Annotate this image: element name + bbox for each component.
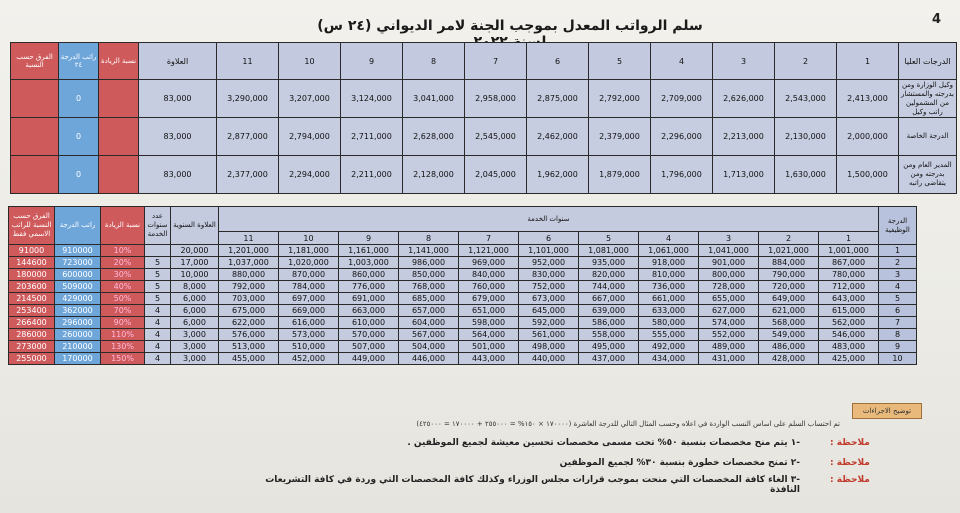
salary-cell: 830,000 — [519, 269, 579, 281]
increase-pct-cell: 150% — [101, 353, 145, 365]
salary-cell: 1,021,000 — [759, 245, 819, 257]
salary-cell: 598,000 — [459, 317, 519, 329]
salary-table-row — [9, 269, 917, 281]
grade-cell: 9 — [879, 341, 917, 353]
salary-cell: 2,294,000 — [279, 156, 341, 194]
grade-salary-cell: 509000 — [55, 281, 101, 293]
salary-cell: 1,201,000 — [219, 245, 279, 257]
salary-cell: 555,000 — [639, 329, 699, 341]
salary-cell: 918,000 — [639, 257, 699, 269]
grade-cell: 6 — [879, 305, 917, 317]
salary-cell: 685,000 — [399, 293, 459, 305]
grade-salary-cell: 723000 — [55, 257, 101, 269]
salary-grades-table — [8, 206, 917, 365]
allowance-cell: 10,000 — [171, 269, 219, 281]
salary-cell: 513,000 — [219, 341, 279, 353]
salary-cell: 558,000 — [579, 329, 639, 341]
grade-cell: 5 — [879, 293, 917, 305]
salary-cell: 489,000 — [699, 341, 759, 353]
allowance-cell: 3,000 — [171, 329, 219, 341]
grade-cell: 2 — [879, 257, 917, 269]
salary-cell: 2,130,000 — [775, 118, 837, 156]
salary-cell: 810,000 — [639, 269, 699, 281]
salary-cell: 784,000 — [279, 281, 339, 293]
grade-salary-cell: 910000 — [55, 245, 101, 257]
diff-cell — [11, 156, 59, 194]
header-col: 1 — [837, 43, 899, 80]
years-cell: 4 — [145, 305, 171, 317]
note-2: -٢ تمنح مخصصات خطورة بنسبة ٣٠% لجميع الموظفين — [559, 458, 800, 468]
header-col: 8 — [399, 232, 459, 245]
salary-cell: 952,000 — [519, 257, 579, 269]
salary-cell: 850,000 — [399, 269, 459, 281]
salary-cell: 3,207,000 — [279, 80, 341, 118]
salary-cell: 507,000 — [339, 341, 399, 353]
salary-cell: 564,000 — [459, 329, 519, 341]
salary-cell: 752,000 — [519, 281, 579, 293]
years-cell: 4 — [145, 341, 171, 353]
salary-cell: 440,000 — [519, 353, 579, 365]
salary-cell: 2,958,000 — [465, 80, 527, 118]
salary-cell: 492,000 — [639, 341, 699, 353]
salary-cell: 643,000 — [819, 293, 879, 305]
salary-cell: 820,000 — [579, 269, 639, 281]
grade-salary-cell: 0 — [59, 156, 99, 194]
header-col: 5 — [579, 232, 639, 245]
increase-pct-cell: 50% — [101, 293, 145, 305]
salary-cell: 446,000 — [399, 353, 459, 365]
salary-cell: 486,000 — [759, 341, 819, 353]
grade-cell: 10 — [879, 353, 917, 365]
note-1: -١ يتم منح مخصصات بنسبة ٥٠% تحت مسمى مخصصات تحسين معيشة لجميع الموظفين . — [407, 438, 800, 448]
senior-table-row — [11, 156, 957, 194]
salary-cell: 452,000 — [279, 353, 339, 365]
header-col: 10 — [279, 232, 339, 245]
salary-cell: 867,000 — [819, 257, 879, 269]
header-col: 11 — [219, 232, 279, 245]
salary-cell: 2,128,000 — [403, 156, 465, 194]
salary-cell: 1,962,000 — [527, 156, 589, 194]
salary-cell: 576,000 — [219, 329, 279, 341]
grade-salary-cell: 260000 — [55, 329, 101, 341]
salary-cell: 552,000 — [699, 329, 759, 341]
header-years-count: عدد سنوات الخدمة — [145, 207, 171, 245]
formula-text: تم احتساب السلم على اساس النسب الواردة في اعلاه وحسب المثال التالي للدرجة العاشرة (١٧٠٠٠٠ × ١٥٠% = ٢٥٥٠٠٠ + ١٧٠٠٠٠ = ٤٢٥٠٠٠) — [416, 420, 840, 428]
years-cell: 4 — [145, 317, 171, 329]
salary-cell: 2,794,000 — [279, 118, 341, 156]
salary-table-row — [9, 245, 917, 257]
salary-cell: 2,045,000 — [465, 156, 527, 194]
salary-cell: 504,000 — [399, 341, 459, 353]
salary-cell: 622,000 — [219, 317, 279, 329]
salary-cell: 2,709,000 — [651, 80, 713, 118]
salary-cell: 567,000 — [399, 329, 459, 341]
header-grade-salary: راتب الدرجة — [55, 207, 101, 245]
diff-cell: 286000 — [9, 329, 55, 341]
salary-cell: 546,000 — [819, 329, 879, 341]
grade-salary-cell: 0 — [59, 80, 99, 118]
grade-cell: 4 — [879, 281, 917, 293]
senior-table-row — [11, 118, 957, 156]
years-cell: 5 — [145, 281, 171, 293]
header-col: 6 — [519, 232, 579, 245]
header-col: 1 — [819, 232, 879, 245]
salary-cell: 570,000 — [339, 329, 399, 341]
years-cell: 5 — [145, 293, 171, 305]
header-col: 9 — [341, 43, 403, 80]
salary-table-row — [9, 305, 917, 317]
allowance-cell: 17,000 — [171, 257, 219, 269]
salary-cell: 800,000 — [699, 269, 759, 281]
salary-cell: 621,000 — [759, 305, 819, 317]
salary-cell: 1,061,000 — [639, 245, 699, 257]
salary-cell: 510,000 — [279, 341, 339, 353]
salary-cell: 610,000 — [339, 317, 399, 329]
years-cell: 4 — [145, 353, 171, 365]
header-annual-allowance: العلاوة السنوية — [171, 207, 219, 245]
salary-cell: 2,626,000 — [713, 80, 775, 118]
header-col: 10 — [279, 43, 341, 80]
salary-cell: 1,041,000 — [699, 245, 759, 257]
years-cell: 4 — [145, 329, 171, 341]
salary-table-header — [9, 207, 917, 232]
page-title: سلم الرواتب المعدل بموجب الجنة لامر الديواني (٢٤ س) — [317, 18, 703, 34]
diff-cell: 253400 — [9, 305, 55, 317]
header-grade-salary: راتب الدرجة ٢٤ — [59, 43, 99, 80]
salary-cell: 1,121,000 — [459, 245, 519, 257]
grade-cell: 8 — [879, 329, 917, 341]
diff-cell: 255000 — [9, 353, 55, 365]
salary-cell: 870,000 — [279, 269, 339, 281]
salary-cell: 1,500,000 — [837, 156, 899, 194]
diff-cell — [11, 118, 59, 156]
allowance-cell: 20,000 — [171, 245, 219, 257]
salary-cell: 3,124,000 — [341, 80, 403, 118]
diff-cell: 144600 — [9, 257, 55, 269]
salary-cell: 760,000 — [459, 281, 519, 293]
increase-pct-cell: 130% — [101, 341, 145, 353]
salary-cell: 1,879,000 — [589, 156, 651, 194]
salary-cell: 679,000 — [459, 293, 519, 305]
salary-table-row — [9, 317, 917, 329]
salary-cell: 498,000 — [519, 341, 579, 353]
salary-cell: 1,161,000 — [339, 245, 399, 257]
salary-cell: 697,000 — [279, 293, 339, 305]
salary-cell: 561,000 — [519, 329, 579, 341]
increase-pct-cell — [99, 80, 139, 118]
salary-cell: 651,000 — [459, 305, 519, 317]
header-col: 4 — [651, 43, 713, 80]
header-col: 11 — [217, 43, 279, 80]
increase-pct-cell: 70% — [101, 305, 145, 317]
salary-cell: 586,000 — [579, 317, 639, 329]
salary-cell: 675,000 — [219, 305, 279, 317]
increase-pct-cell: 90% — [101, 317, 145, 329]
salary-cell: 2,711,000 — [341, 118, 403, 156]
salary-table-row — [9, 353, 917, 365]
grade-salary-cell: 600000 — [55, 269, 101, 281]
grade-cell: 7 — [879, 317, 917, 329]
salary-cell: 645,000 — [519, 305, 579, 317]
note-label: ملاحظة : — [830, 438, 870, 448]
salary-cell: 1,630,000 — [775, 156, 837, 194]
header-col: 8 — [403, 43, 465, 80]
diff-cell: 214500 — [9, 293, 55, 305]
salary-cell: 1,037,000 — [219, 257, 279, 269]
row-label: وكيل الوزارة ومن بدرجته والمستشار من المشمولين راتب وكيل — [899, 80, 957, 118]
salary-cell: 2,377,000 — [217, 156, 279, 194]
header-increase-pct: نسبة الزيادة — [101, 207, 145, 245]
allowance-cell: 6,000 — [171, 317, 219, 329]
salary-cell: 455,000 — [219, 353, 279, 365]
header-grades-label: الدرجات العليا — [899, 43, 957, 80]
salary-cell: 986,000 — [399, 257, 459, 269]
salary-cell: 3,041,000 — [403, 80, 465, 118]
grade-salary-cell: 362000 — [55, 305, 101, 317]
salary-cell: 2,545,000 — [465, 118, 527, 156]
salary-table-row — [9, 329, 917, 341]
salary-cell: 437,000 — [579, 353, 639, 365]
senior-grades-table — [10, 42, 957, 194]
salary-cell: 3,290,000 — [217, 80, 279, 118]
diff-cell: 266400 — [9, 317, 55, 329]
header-col: 3 — [713, 43, 775, 80]
salary-cell: 549,000 — [759, 329, 819, 341]
header-col: 4 — [639, 232, 699, 245]
note-label: ملاحظة : — [830, 475, 870, 485]
row-label: المدير العام ومن بدرجته ومن يتقاضى راتبه — [899, 156, 957, 194]
years-cell: 5 — [145, 269, 171, 281]
salary-cell: 792,000 — [219, 281, 279, 293]
header-col: 7 — [459, 232, 519, 245]
salary-cell: 495,000 — [579, 341, 639, 353]
salary-table-row — [9, 341, 917, 353]
grade-cell: 3 — [879, 269, 917, 281]
header-col: 3 — [699, 232, 759, 245]
grade-salary-cell: 429000 — [55, 293, 101, 305]
salary-cell: 1,713,000 — [713, 156, 775, 194]
increase-pct-cell — [99, 118, 139, 156]
increase-pct-cell: 30% — [101, 269, 145, 281]
senior-table-row — [11, 80, 957, 118]
salary-cell: 969,000 — [459, 257, 519, 269]
diff-cell: 180000 — [9, 269, 55, 281]
header-col: 9 — [339, 232, 399, 245]
salary-cell: 884,000 — [759, 257, 819, 269]
salary-cell: 2,792,000 — [589, 80, 651, 118]
note-label: ملاحظة : — [830, 458, 870, 468]
years-cell — [145, 245, 171, 257]
salary-cell: 615,000 — [819, 305, 879, 317]
header-allowance: العلاوة — [139, 43, 217, 80]
allowance-cell: 83,000 — [139, 118, 217, 156]
salary-cell: 449,000 — [339, 353, 399, 365]
salary-cell: 667,000 — [579, 293, 639, 305]
header-col: 7 — [465, 43, 527, 80]
salary-table-row — [9, 257, 917, 269]
grade-salary-cell: 170000 — [55, 353, 101, 365]
increase-pct-cell: 20% — [101, 257, 145, 269]
salary-cell: 728,000 — [699, 281, 759, 293]
header-col: 5 — [589, 43, 651, 80]
salary-cell: 2,213,000 — [713, 118, 775, 156]
allowance-cell: 3,000 — [171, 341, 219, 353]
salary-cell: 935,000 — [579, 257, 639, 269]
salary-cell: 1,020,000 — [279, 257, 339, 269]
salary-cell: 568,000 — [759, 317, 819, 329]
salary-cell: 2,543,000 — [775, 80, 837, 118]
salary-cell: 425,000 — [819, 353, 879, 365]
grade-salary-cell: 0 — [59, 118, 99, 156]
salary-cell: 780,000 — [819, 269, 879, 281]
salary-cell: 633,000 — [639, 305, 699, 317]
salary-cell: 840,000 — [459, 269, 519, 281]
salary-cell: 2,296,000 — [651, 118, 713, 156]
diff-cell: 91000 — [9, 245, 55, 257]
diff-cell — [11, 80, 59, 118]
salary-cell: 768,000 — [399, 281, 459, 293]
header-grade: الدرجة الوظيفية — [879, 207, 917, 245]
header-diff: الفرق حسب النسبة للراتب الاسمي فقط — [9, 207, 55, 245]
increase-pct-cell: 10% — [101, 245, 145, 257]
diff-cell: 273000 — [9, 341, 55, 353]
allowance-cell: 83,000 — [139, 156, 217, 194]
salary-cell: 443,000 — [459, 353, 519, 365]
increase-pct-cell — [99, 156, 139, 194]
salary-cell: 1,003,000 — [339, 257, 399, 269]
salary-cell: 669,000 — [279, 305, 339, 317]
allowance-cell: 3,000 — [171, 353, 219, 365]
salary-table-row — [9, 281, 917, 293]
salary-cell: 2,877,000 — [217, 118, 279, 156]
allowance-cell: 83,000 — [139, 80, 217, 118]
salary-cell: 790,000 — [759, 269, 819, 281]
salary-cell: 431,000 — [699, 353, 759, 365]
salary-cell: 434,000 — [639, 353, 699, 365]
salary-table-row — [9, 293, 917, 305]
salary-cell: 712,000 — [819, 281, 879, 293]
salary-cell: 501,000 — [459, 341, 519, 353]
allowance-cell: 8,000 — [171, 281, 219, 293]
salary-cell: 720,000 — [759, 281, 819, 293]
grade-cell: 1 — [879, 245, 917, 257]
salary-cell: 2,462,000 — [527, 118, 589, 156]
salary-cell: 691,000 — [339, 293, 399, 305]
salary-cell: 860,000 — [339, 269, 399, 281]
salary-cell: 655,000 — [699, 293, 759, 305]
page-number: 4 — [932, 12, 942, 27]
salary-cell: 776,000 — [339, 281, 399, 293]
header-col: 2 — [759, 232, 819, 245]
header-service-years: سنوات الخدمة — [219, 207, 879, 232]
salary-cell: 2,875,000 — [527, 80, 589, 118]
salary-cell: 657,000 — [399, 305, 459, 317]
salary-cell: 1,141,000 — [399, 245, 459, 257]
salary-cell: 1,001,000 — [819, 245, 879, 257]
salary-cell: 562,000 — [819, 317, 879, 329]
allowance-cell: 6,000 — [171, 293, 219, 305]
salary-cell: 663,000 — [339, 305, 399, 317]
salary-cell: 2,628,000 — [403, 118, 465, 156]
salary-cell: 573,000 — [279, 329, 339, 341]
salary-cell: 1,081,000 — [579, 245, 639, 257]
salary-cell: 580,000 — [639, 317, 699, 329]
salary-cell: 1,796,000 — [651, 156, 713, 194]
salary-cell: 604,000 — [399, 317, 459, 329]
salary-cell: 592,000 — [519, 317, 579, 329]
explain-procedures-button[interactable]: توضيح الاجراءات — [852, 403, 922, 419]
salary-cell: 2,413,000 — [837, 80, 899, 118]
years-cell: 5 — [145, 257, 171, 269]
note-3: -٣ الغاء كافة المخصصات التي منحت بموجب قرارات مجلس الوزراء وكذلك كافة المخصصات التي وردة في كافة التشريعات النافذة — [265, 475, 800, 495]
salary-cell: 703,000 — [219, 293, 279, 305]
salary-cell: 661,000 — [639, 293, 699, 305]
salary-cell: 639,000 — [579, 305, 639, 317]
increase-pct-cell: 110% — [101, 329, 145, 341]
salary-cell: 574,000 — [699, 317, 759, 329]
grade-salary-cell: 210000 — [55, 341, 101, 353]
header-increase-pct: نسبة الزيادة — [99, 43, 139, 80]
salary-cell: 1,181,000 — [279, 245, 339, 257]
salary-cell: 880,000 — [219, 269, 279, 281]
salary-cell: 649,000 — [759, 293, 819, 305]
salary-cell: 428,000 — [759, 353, 819, 365]
row-label: الدرجة الخاصة — [899, 118, 957, 156]
salary-cell: 627,000 — [699, 305, 759, 317]
salary-cell: 1,101,000 — [519, 245, 579, 257]
diff-cell: 203600 — [9, 281, 55, 293]
salary-cell: 2,211,000 — [341, 156, 403, 194]
salary-cell: 2,000,000 — [837, 118, 899, 156]
header-col: 2 — [775, 43, 837, 80]
salary-cell: 736,000 — [639, 281, 699, 293]
salary-cell: 616,000 — [279, 317, 339, 329]
allowance-cell: 6,000 — [171, 305, 219, 317]
salary-cell: 673,000 — [519, 293, 579, 305]
header-diff: الفرق حسب النسبة — [11, 43, 59, 80]
senior-table-header — [11, 43, 957, 80]
increase-pct-cell: 40% — [101, 281, 145, 293]
salary-cell: 901,000 — [699, 257, 759, 269]
salary-cell: 744,000 — [579, 281, 639, 293]
grade-salary-cell: 296000 — [55, 317, 101, 329]
header-col: 6 — [527, 43, 589, 80]
salary-cell: 2,379,000 — [589, 118, 651, 156]
salary-cell: 483,000 — [819, 341, 879, 353]
